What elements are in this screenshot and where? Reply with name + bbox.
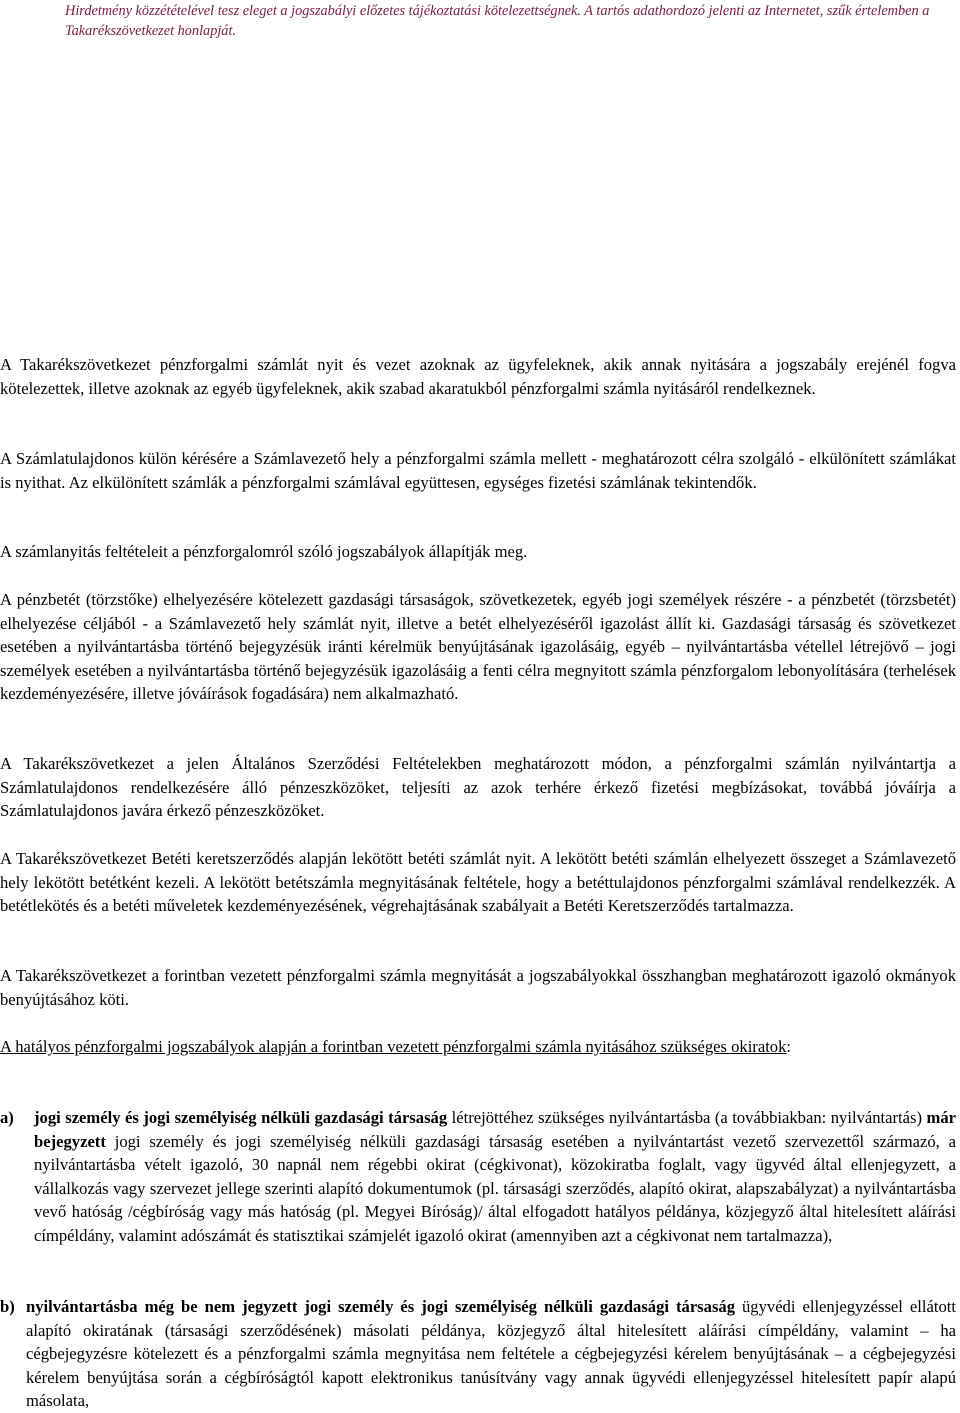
list-item-b <box>0 1295 956 1413</box>
paragraph-account-opening: A Takarékszövetkezet pénzforgalmi számlát nyit és vezet azoknak az ügyfeleknek, akik annak nyitására a jogszabály erejénél fogva kötelezettek, illetve azoknak az egyéb ügyfeleknek, akik szabad akaratukból pénzforgalmi számla nyitásáról rendelkeznek. <box>0 355 956 398</box>
paragraph-separate-accounts: A Számlatulajdonos külön kérésére a Számlavezető hely a pénzforgalmi számla mellett - meghatározott célra szolgáló - elkülönített számlákat is nyithat. Az elkülönített számlák a pénzforgalmi számlával együttesen, egységes fizetési számlának tekintendők. <box>0 449 956 492</box>
paragraph-conditions: A számlanyitás feltételeit a pénzforgalomról szóló jogszabályok állapítják meg. <box>0 542 528 561</box>
paragraph-account-management: A Takarékszövetkezet a jelen Általános Szerződési Feltételekben meghatározott módon, a pénzforgalmi számlán nyilvántartja a Számlatulajdonos rendelkezésére álló pénzeszközöket, teljesíti az azok terhére érkező fizetési megbízásokat, továbbá jóváírja a Számlatulajdonos javára érkező pénzeszközöket. <box>0 754 956 821</box>
list-item-a <box>0 1106 956 1248</box>
paragraph-documents-required: A Takarékszövetkezet a forintban vezetett pénzforgalmi számla megnyitását a jogszabályokkal összhangban meghatározott igazoló okmányok benyújtásához köti. <box>0 966 956 1009</box>
list-item-b-label: b) <box>0 1297 15 1316</box>
paragraph-fixed-deposit: A Takarékszövetkezet Betéti keretszerződés alapján lekötött betéti számlát nyit. A lekötött betéti számlán elhelyezett összeget a Számlavezető hely lekötött betétként kezeli. A lekötött betétszámla megnyitásának feltétele, hogy a betéttulajdonos pénzforgalmi számlával rendelkezzék. A betétlekötés és a betéti műveletek kezdeményezésének, végrehajtásának szabályait a Betéti Keretszerződés tartalmazza. <box>0 849 956 916</box>
list-item-b-body <box>26 1295 956 1413</box>
paragraph-documents-heading <box>0 1035 956 1059</box>
list-item-a-text2: jogi személy és jogi személyiség nélküli gazdasági társaság esetében a nyilvántartást vezető szervezettől származó, a nyilvántartásba vételt igazoló, 30 napnál nem régebbi okirat (cégkivonat), közokiratba foglalt, vagy ügyvéd által ellenjegyzett, a vállalkozás vagy szervezet jellege szerinti alapító dokumentumok (pl. társasági szerződés, alapító okirat, alapszabályzat) a nyilvántartásba vevő hatóság /cégbíróság vagy más hatóság (pl. Megyei Bíróság)/ által elfogadott hatályos példánya, közjegyző által hitelesített aláírási címpéldány, valamint adószámát és statisztikai számjelét igazoló okirat (amennyiben azt a cégkivonat nem tartalmazza), <box>34 1131 956 1245</box>
list-item-a-bold2: már bejegyzett <box>34 1108 956 1151</box>
documents-heading-colon: : <box>786 1037 792 1056</box>
list-item-b-text1: ügyvédi ellenjegyzéssel ellátott alapító okiratának (társasági szerződésének) másolati példánya, közjegyző által hitelesített aláírási címpéldány, valamint – ha cégbejegyzésre kötelezett és a pénzforgalmi számla megnyitása nem feltétele a cégbejegyzési kérelem benyújtásának – a cégbejegyzési kérelem benyújtása során a cégbíróságtól kapott elektronikus tanúsítvány vagy annak ügyvédi ellenjegyzéssel hitelesített papír alapú másolata, <box>26 1297 956 1411</box>
documents-heading-underlined: A hatályos pénzforgalmi jogszabályok alapján a forintban vezetett pénzforgalmi számla nyitásához szükséges okiratok <box>0 1037 787 1056</box>
list-item-b-bold1: nyilvántartásba még be nem jegyzett jogi személy és jogi személyiség nélküli gazdasági társaság <box>26 1297 735 1316</box>
list-item-a-text1: létrejöttéhez szükséges nyilvántartásba (a továbbiakban: nyilvántartás) <box>447 1108 927 1127</box>
paragraph-capital-deposit: A pénzbetét (törzstőke) elhelyezésére kötelezett gazdasági társaságok, szövetkezetek, egyéb jogi személyek részére - a pénzbetét (törzsbetét) elhelyezése céljából - a Számlavezető hely számlát nyit, illetve a betét elhelyezéséről igazolást állít ki. Gazdasági társaság és szövetkezet esetében a nyilvántartásba történő bejegyzésük iránti kérelmük benyújtásának igazolásáig, egyéb – nyilvántartásba vétellel létrejövő – jogi személyek esetében a nyilvántartásba történő bejegyzésük igazolásáig a fenti célra megnyitott számla pénzforgalom lebonyolítására (terhelések kezdeményezésére, illetve jóváírások fogadására) nem alkalmazható. <box>0 590 956 704</box>
list-item-a-label: a) <box>0 1108 14 1127</box>
list-item-a-bold1: jogi személy és jogi személyiség nélküli gazdasági társaság <box>34 1108 448 1127</box>
list-item-a-body <box>34 1106 956 1248</box>
header-notice: Hirdetmény közzétételével tesz eleget a jogszabályi előzetes tájékoztatási kötelezettségnek. A tartós adathordozó jelenti az Internetet, szűk értelemben a Takarékszövetkezet honlapját. <box>65 3 930 39</box>
